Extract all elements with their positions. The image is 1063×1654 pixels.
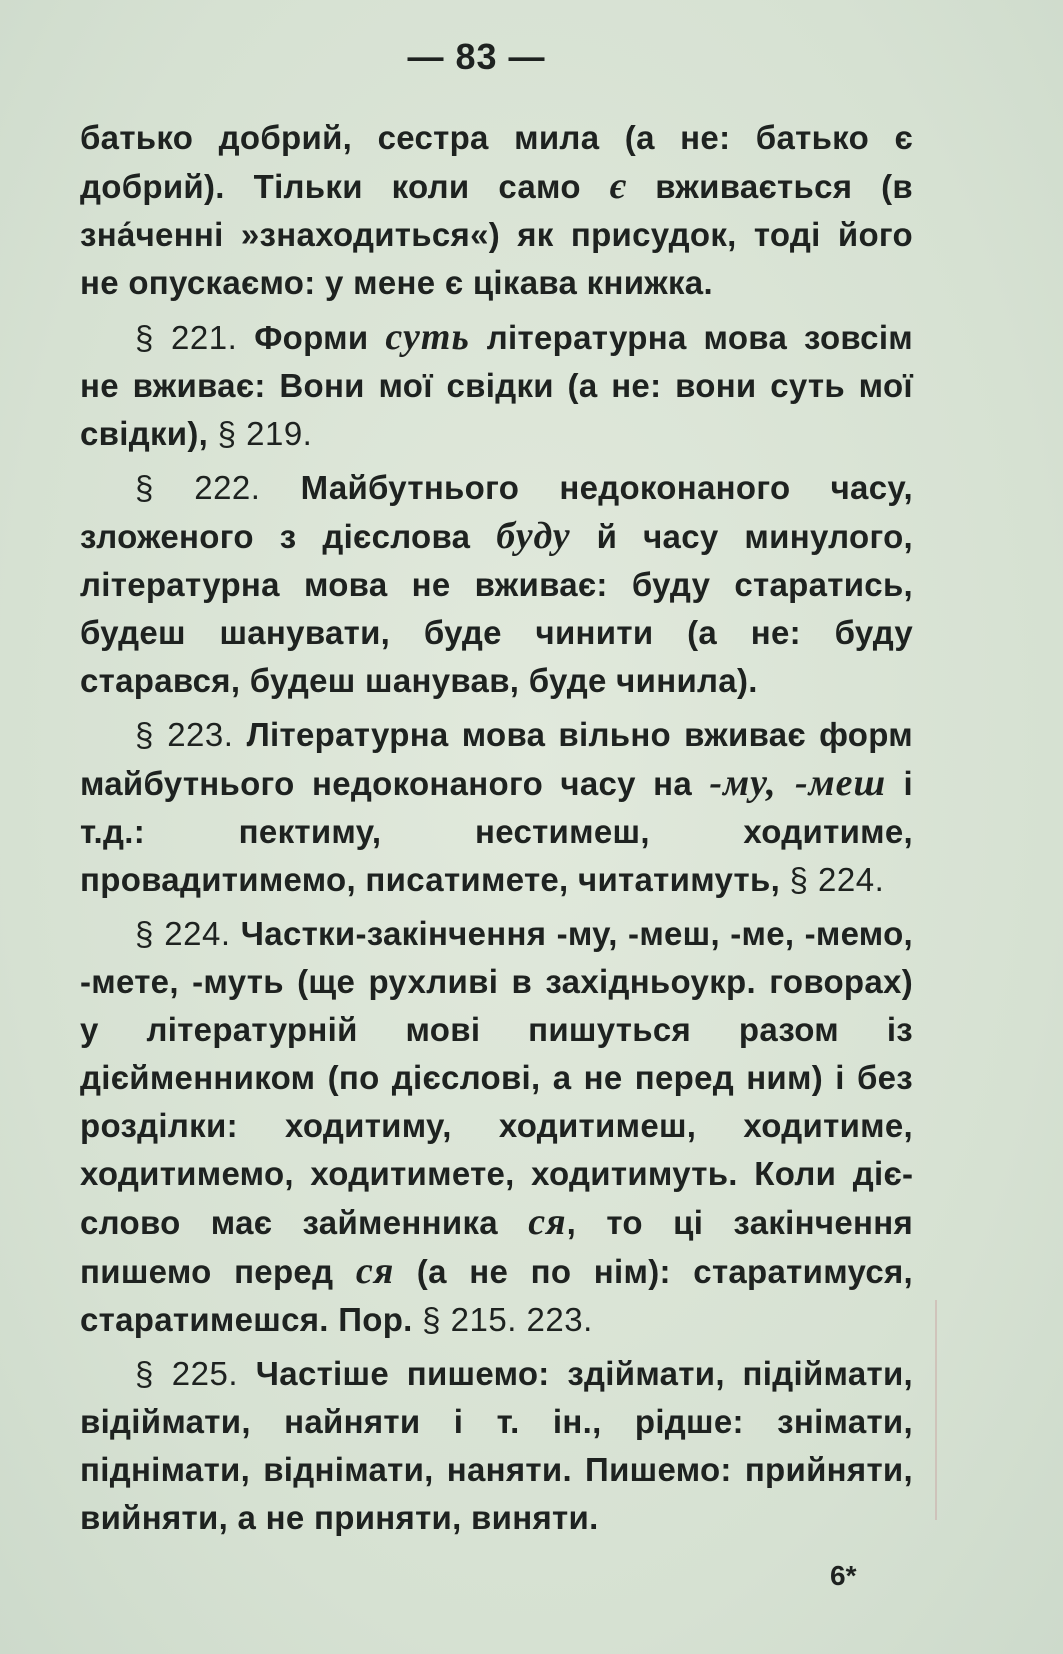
section-224	[80, 910, 913, 1344]
text-run: Форми	[237, 319, 386, 356]
text-run: , то ці закінчення пишемо перед	[80, 1204, 913, 1290]
text-run: Майбутнього недоконаного часу, зложеного з дієслова	[80, 469, 913, 555]
text-run: батько добрий, сестра мила (а не: батько є добрий). Тільки коли само	[80, 119, 913, 205]
paragraph-continuation	[80, 114, 913, 307]
section-number: § 224.	[135, 915, 231, 952]
section-223	[80, 711, 913, 904]
section-221	[80, 313, 913, 458]
text-run: Літературна мова вільно вживає форм майбутнього недоконаного часу на	[80, 716, 913, 802]
section-reference: § 219.	[217, 415, 313, 452]
section-number: § 223.	[135, 716, 234, 753]
page-text	[80, 114, 913, 1542]
text-run: літературна мова зовсім не вживає: Вони мої свідки (а не: вони суть мої свідки),	[80, 319, 913, 452]
section-222	[80, 464, 913, 705]
text-run: вживається (в зна́ченні »знаходиться«) як присудок, тоді його не опускаємо: у мене є цікава книжка.	[80, 168, 913, 301]
italic-term: ся	[355, 1250, 395, 1292]
italic-term: суть	[385, 316, 470, 358]
text-run: й часу минулого, літературна мова не вживає: буду старатись, будеш шанувати, буде чинити (а не: буду старався, будеш шанував, буде чинила).	[80, 518, 913, 699]
text-run: (а не по нім): старатимуся, старатимешся. Пор.	[80, 1253, 913, 1338]
italic-term: -му, -меш	[709, 762, 887, 804]
text-run: Частіше пишемо: здіймати, підіймати, відіймати, найняти і т. ін., рідше: знімати, піднімати, віднімати, наняти. Пишемо: прийняти, вийняти, а не приняти, виняти.	[80, 1355, 914, 1536]
text-run: і т.д.: пектиму, нестимеш, ходитиме, провадитимемо, писатимете, читатимуть,	[80, 765, 914, 898]
section-225	[80, 1350, 913, 1542]
section-number: § 225.	[135, 1355, 239, 1392]
italic-term: буду	[496, 515, 571, 557]
italic-term: є	[609, 165, 627, 207]
printer-signature: 6*	[830, 1560, 857, 1591]
margin-mark	[935, 1300, 937, 1520]
section-number: § 221.	[135, 319, 238, 356]
text-run: Частки-закінчення -му, -меш, -ме, -мемо, -мете, -муть (ще рухливі в західньоукр. говорах) у літературній мові пишуться разом із дієйменником (по дієслові, а не перед ним) і без розділки: ходитиму, ходитимеш, ходитиме, ходитимемо, ходитимете, ходитимуть. Коли дієслово має займенника	[80, 915, 914, 1241]
section-number: § 222.	[135, 469, 261, 506]
page-number: — 83 —	[407, 36, 546, 77]
italic-term: ся	[528, 1201, 567, 1243]
section-reference: § 215. 223.	[422, 1301, 593, 1338]
section-reference: § 224.	[789, 861, 885, 898]
